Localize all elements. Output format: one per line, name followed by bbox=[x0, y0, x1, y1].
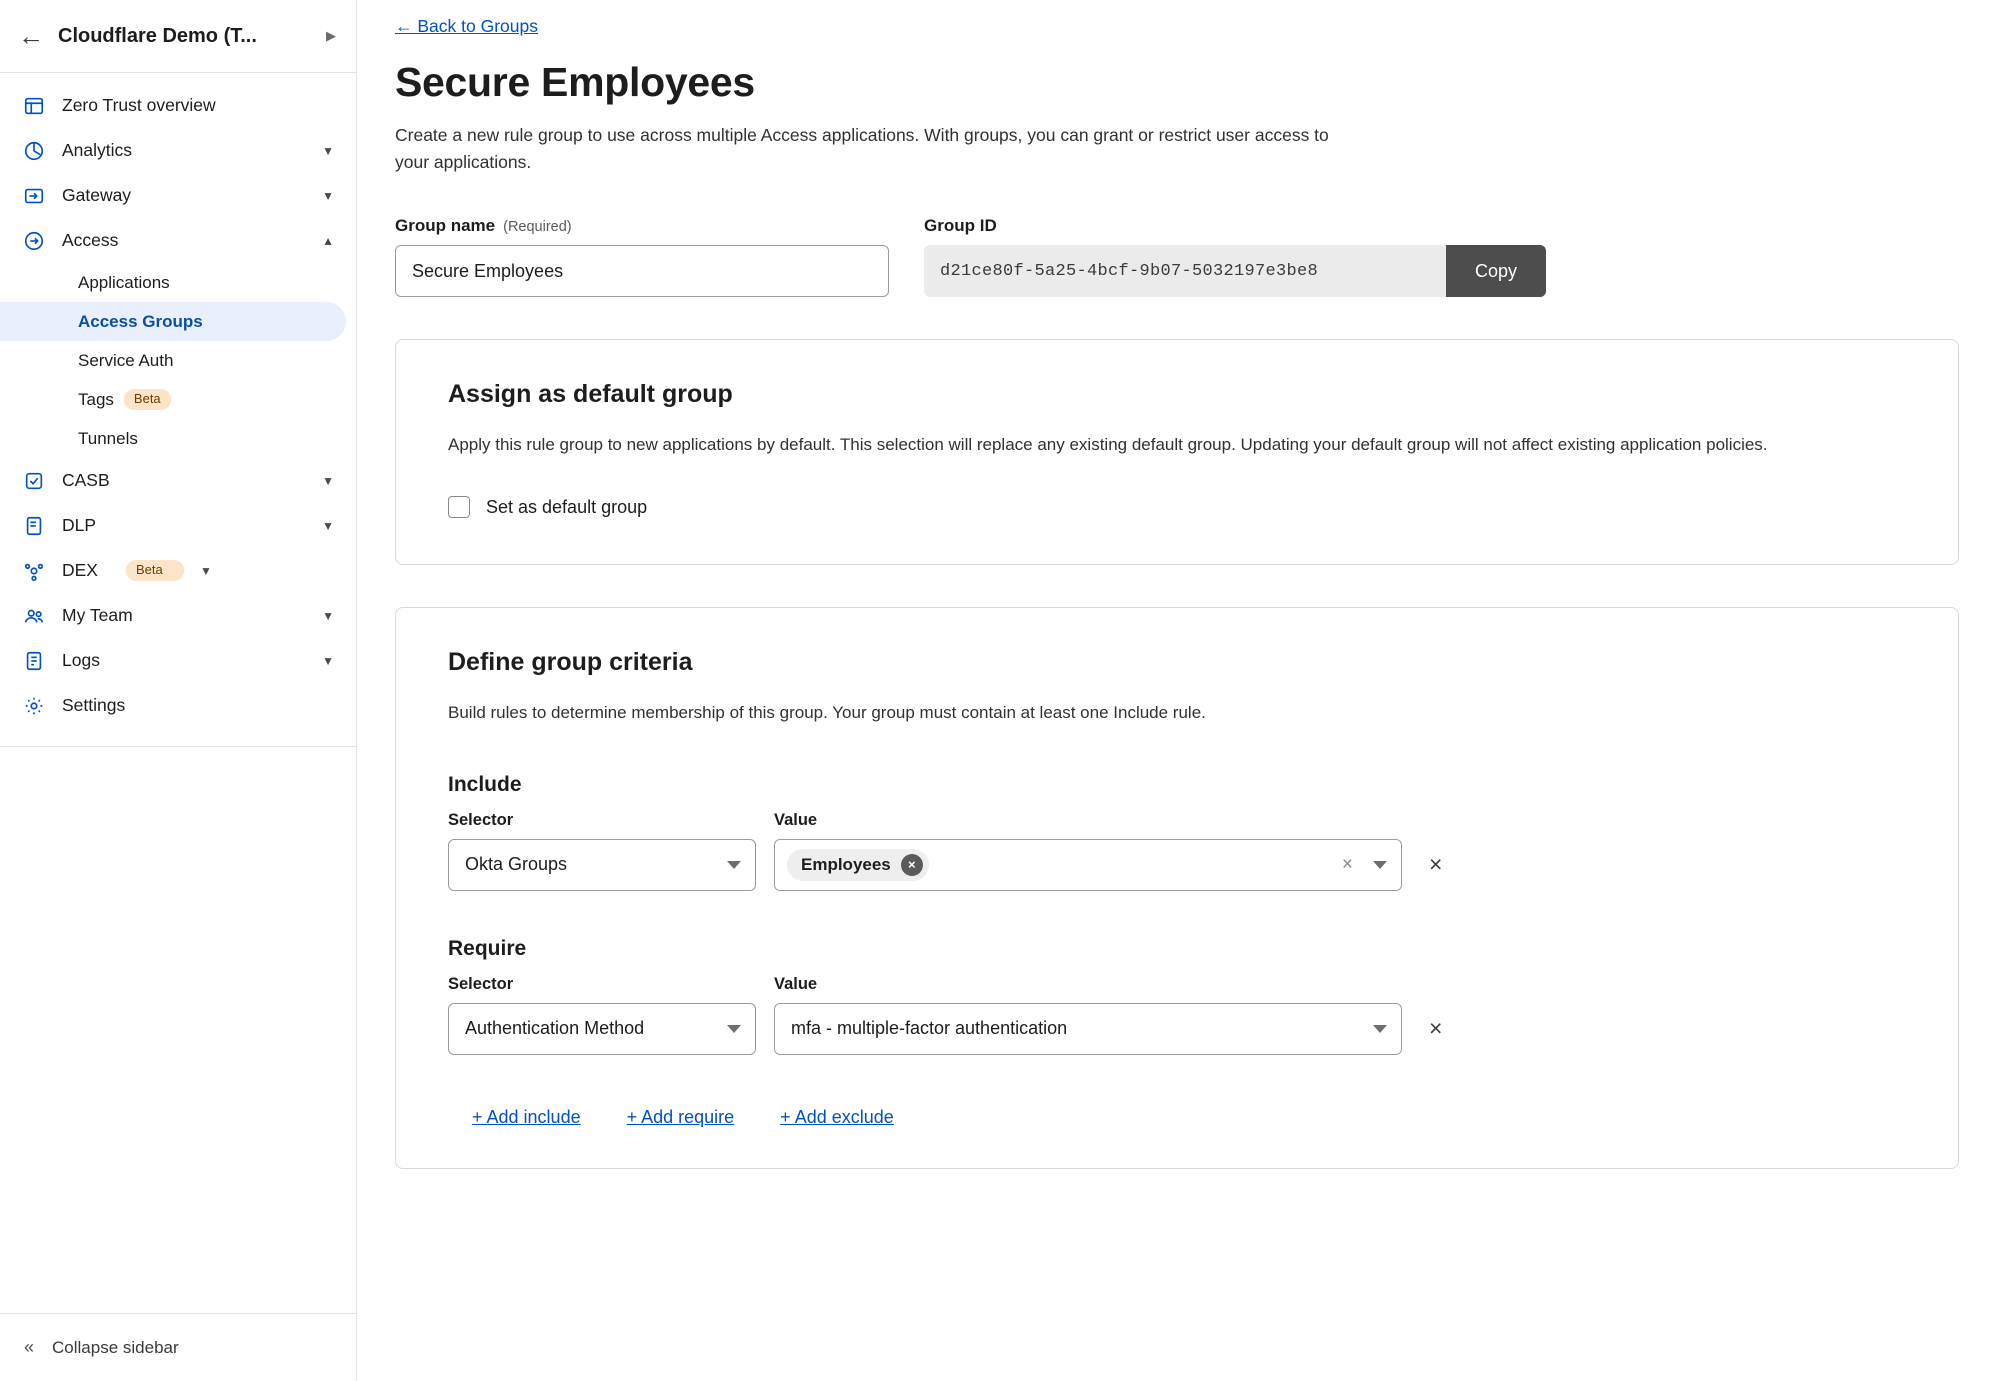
set-default-group-label: Set as default group bbox=[486, 496, 648, 517]
collapse-icon: « bbox=[24, 1337, 35, 1357]
gateway-icon bbox=[22, 184, 46, 208]
chevron-down-icon[interactable]: ▼ bbox=[199, 563, 212, 578]
add-rule-links bbox=[448, 1107, 1906, 1128]
add-include-link[interactable]: + Add include bbox=[472, 1106, 581, 1127]
group-name-required-hint: (Required) bbox=[503, 219, 572, 236]
define-group-criteria-card bbox=[395, 607, 1959, 1168]
group-id-label: Group ID bbox=[924, 216, 997, 236]
clear-value-icon[interactable]: × bbox=[1341, 853, 1353, 875]
chevron-down-icon[interactable]: ▼ bbox=[322, 188, 334, 203]
chevron-right-icon[interactable]: ▶ bbox=[326, 28, 336, 43]
include-selector-label: Selector bbox=[448, 810, 514, 829]
chevron-down-icon[interactable]: ▼ bbox=[322, 143, 334, 158]
sidebar-item-tunnels[interactable] bbox=[0, 419, 346, 458]
require-value-label: Value bbox=[774, 974, 818, 993]
group-id-label-row bbox=[924, 216, 1546, 236]
sidebar-item-my-team[interactable] bbox=[0, 593, 356, 638]
group-name-label: Group name bbox=[395, 216, 496, 236]
dlp-icon bbox=[22, 514, 46, 538]
require-selector-dropdown[interactable] bbox=[448, 1003, 756, 1055]
set-default-group-checkbox-row[interactable] bbox=[448, 496, 1906, 518]
chevron-down-icon bbox=[727, 1025, 741, 1033]
include-rule-heading: Include bbox=[448, 772, 522, 796]
include-value-label: Value bbox=[774, 810, 818, 829]
chevron-down-icon bbox=[1373, 1025, 1387, 1033]
include-value-chip[interactable] bbox=[787, 849, 929, 881]
chevron-down-icon[interactable]: ▼ bbox=[322, 473, 334, 488]
page-title: Secure Employees bbox=[395, 59, 755, 105]
analytics-icon bbox=[22, 139, 46, 163]
require-value-dropdown[interactable] bbox=[774, 1003, 1402, 1055]
require-rule-row bbox=[448, 975, 1906, 1055]
sidebar-item-zero-trust-overview[interactable] bbox=[0, 83, 356, 128]
chevron-down-icon bbox=[727, 861, 741, 869]
sidebar-subitem-label: Tunnels bbox=[78, 428, 138, 448]
remove-require-rule-button[interactable]: × bbox=[1429, 1014, 1443, 1041]
sidebar-item-label: DEX bbox=[62, 560, 98, 580]
sidebar-item-label: Zero Trust overview bbox=[62, 95, 216, 115]
require-rule-heading: Require bbox=[448, 936, 527, 960]
sidebar-item-label: Analytics bbox=[62, 140, 133, 160]
access-icon bbox=[22, 229, 46, 253]
chevron-down-icon bbox=[1373, 861, 1387, 869]
group-name-label-row bbox=[395, 216, 889, 236]
sidebar-item-access[interactable] bbox=[0, 218, 356, 263]
sidebar-account-header[interactable] bbox=[0, 0, 356, 73]
include-selector-col bbox=[448, 811, 756, 891]
gear-icon bbox=[22, 694, 46, 718]
sidebar-item-label: DLP bbox=[62, 515, 97, 535]
dex-icon bbox=[22, 559, 46, 583]
sidebar-item-label: CASB bbox=[62, 470, 110, 490]
chevron-up-icon[interactable]: ▲ bbox=[322, 233, 334, 248]
sidebar-item-label: Gateway bbox=[62, 185, 132, 205]
define-group-criteria-title: Define group criteria bbox=[448, 648, 693, 677]
sidebar-item-label: My Team bbox=[62, 605, 133, 625]
chevron-down-icon[interactable]: ▼ bbox=[322, 608, 334, 623]
casb-icon bbox=[22, 469, 46, 493]
sidebar-subitem-label: Applications bbox=[78, 272, 170, 292]
remove-include-rule-button[interactable]: × bbox=[1429, 850, 1443, 877]
require-selector-col bbox=[448, 975, 756, 1055]
overview-icon bbox=[22, 94, 46, 118]
set-default-group-checkbox[interactable] bbox=[448, 496, 470, 518]
require-selector-value: Authentication Method bbox=[465, 1018, 645, 1039]
include-value-chip-label: Employees bbox=[801, 854, 891, 874]
sidebar-subitem-label: Access Groups bbox=[78, 311, 203, 331]
sidebar-item-label: Access bbox=[62, 230, 119, 250]
sidebar-item-dex[interactable] bbox=[0, 548, 356, 593]
group-id-input-group bbox=[924, 245, 1546, 297]
copy-button[interactable]: Copy bbox=[1446, 245, 1546, 297]
back-arrow-icon[interactable]: ← bbox=[18, 21, 44, 51]
sidebar-item-dlp[interactable] bbox=[0, 503, 356, 548]
sidebar-item-tags[interactable] bbox=[0, 380, 346, 419]
group-name-input[interactable] bbox=[395, 245, 889, 297]
add-exclude-link[interactable]: + Add exclude bbox=[780, 1106, 894, 1127]
sidebar-item-label: Logs bbox=[62, 650, 100, 670]
chevron-down-icon[interactable]: ▼ bbox=[322, 518, 334, 533]
beta-badge: Beta bbox=[126, 560, 184, 581]
require-value-col bbox=[774, 975, 1402, 1055]
beta-badge: Beta bbox=[124, 389, 171, 410]
include-value-col bbox=[774, 811, 1402, 891]
sidebar-item-applications[interactable] bbox=[0, 263, 346, 302]
sidebar-item-logs[interactable] bbox=[0, 638, 356, 683]
sidebar-item-gateway[interactable] bbox=[0, 173, 356, 218]
sidebar bbox=[0, 0, 357, 1381]
add-require-link[interactable]: + Add require bbox=[626, 1106, 735, 1127]
assign-default-group-card bbox=[395, 339, 1959, 565]
main-content bbox=[357, 0, 1999, 1381]
sidebar-subitem-label: Service Auth bbox=[78, 350, 174, 370]
collapse-sidebar-button[interactable] bbox=[0, 1313, 356, 1381]
assign-default-group-title: Assign as default group bbox=[448, 380, 733, 409]
account-name: Cloudflare Demo (T... bbox=[58, 24, 257, 47]
sidebar-item-casb[interactable] bbox=[0, 458, 356, 503]
include-rule-row bbox=[448, 811, 1906, 891]
assign-default-group-description: Apply this rule group to new applications by default. This selection will replace any existing default group. Updating your default group will not affect existing application policies. bbox=[448, 435, 1768, 455]
team-icon bbox=[22, 604, 46, 628]
chevron-down-icon[interactable]: ▼ bbox=[322, 653, 334, 668]
include-selector-dropdown[interactable] bbox=[448, 839, 756, 891]
sidebar-item-access-groups[interactable] bbox=[0, 302, 346, 341]
include-value-dropdown[interactable] bbox=[774, 839, 1402, 891]
include-selector-value: Okta Groups bbox=[465, 854, 568, 875]
sidebar-item-label: Settings bbox=[62, 695, 126, 715]
logs-icon bbox=[22, 649, 46, 673]
collapse-sidebar-label: Collapse sidebar bbox=[52, 1337, 179, 1357]
group-id-input[interactable] bbox=[924, 245, 1446, 297]
sidebar-subitem-label: Tags bbox=[78, 389, 114, 409]
chip-remove-icon[interactable]: × bbox=[901, 854, 923, 876]
sidebar-item-analytics[interactable] bbox=[0, 128, 356, 173]
group-name-field bbox=[395, 216, 889, 297]
group-id-field bbox=[924, 216, 1546, 297]
back-to-groups-link[interactable]: ← Back to Groups bbox=[395, 16, 538, 36]
group-fields-row bbox=[395, 216, 1999, 297]
sidebar-item-service-auth[interactable] bbox=[0, 341, 346, 380]
define-group-criteria-description: Build rules to determine membership of this group. Your group must contain at least one Include rule. bbox=[448, 703, 1206, 723]
sidebar-item-settings[interactable] bbox=[0, 683, 356, 728]
require-selector-label: Selector bbox=[448, 974, 514, 993]
sidebar-nav bbox=[0, 73, 356, 747]
page-description: Create a new rule group to use across multiple Access applications. With groups, you can grant or restrict user access to your applications. bbox=[395, 125, 1329, 173]
require-value-text: mfa - multiple-factor authentication bbox=[791, 1018, 1068, 1039]
